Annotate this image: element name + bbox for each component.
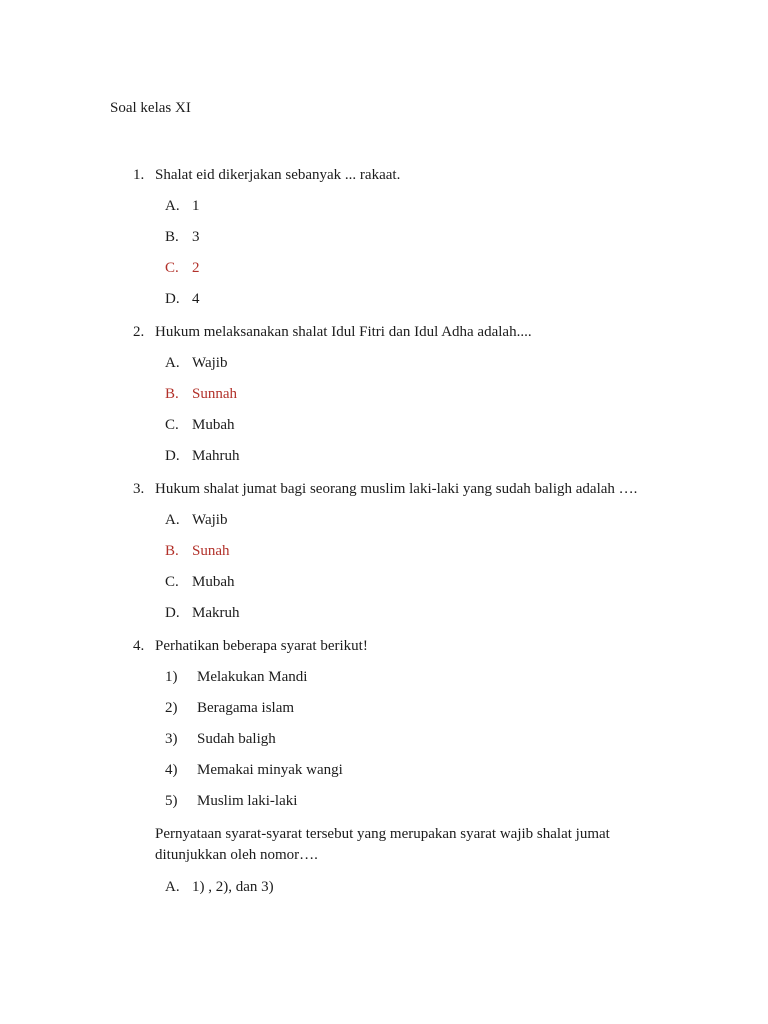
option-text: Wajib <box>192 512 228 528</box>
option-text: Sunnah <box>192 386 237 402</box>
answer-option <box>110 567 708 598</box>
question-text: Hukum melaksanakan shalat Idul Fitri dan Idul Adha adalah.... <box>155 324 532 340</box>
option-text: Wajib <box>192 355 228 371</box>
answer-option-key <box>110 253 708 284</box>
question-number: 1. <box>133 167 145 183</box>
question-line <box>110 631 708 662</box>
option-letter: C. <box>165 260 179 276</box>
question-text: Hukum shalat jumat bagi seorang muslim laki-laki yang sudah baligh adalah …. <box>155 481 638 497</box>
list-marker: 2) <box>165 700 178 716</box>
followup-paragraph: Pernyataan syarat-syarat tersebut yang merupakan syarat wajib shalat jumat ditunjukkan oleh nomor…. <box>155 826 610 863</box>
condition-list-item <box>110 786 708 817</box>
option-letter: A. <box>165 512 180 528</box>
answer-option <box>110 284 708 315</box>
option-text: 2 <box>192 260 200 276</box>
list-text: Beragama islam <box>197 700 295 716</box>
answer-option <box>110 410 708 441</box>
option-text: 4 <box>192 291 200 307</box>
option-letter: D. <box>165 448 180 464</box>
list-text: Sudah baligh <box>197 731 276 747</box>
option-text: Mubah <box>192 417 235 433</box>
question-number: 3. <box>133 481 145 497</box>
list-marker: 5) <box>165 793 178 809</box>
condition-list-item <box>110 755 708 786</box>
question-line <box>110 317 708 348</box>
list-text: Memakai minyak wangi <box>197 762 343 778</box>
question-3 <box>110 474 708 629</box>
question-text: Perhatikan beberapa syarat berikut! <box>155 638 368 654</box>
option-letter: D. <box>165 605 180 621</box>
option-text: Mubah <box>192 574 235 590</box>
list-marker: 3) <box>165 731 178 747</box>
answer-option <box>110 348 708 379</box>
condition-list-item <box>110 662 708 693</box>
option-text: Mahruh <box>192 448 240 464</box>
question-list <box>110 160 708 903</box>
option-letter: D. <box>165 291 180 307</box>
condition-list-item <box>110 724 708 755</box>
list-text: Melakukan Mandi <box>197 669 308 685</box>
list-marker: 1) <box>165 669 178 685</box>
answer-option <box>110 505 708 536</box>
option-letter: A. <box>165 355 180 371</box>
option-letter: C. <box>165 417 179 433</box>
question-line <box>110 474 708 505</box>
option-text: 3 <box>192 229 200 245</box>
question-line <box>110 160 708 191</box>
answer-option <box>110 191 708 222</box>
answer-option <box>110 598 708 629</box>
option-letter: B. <box>165 386 179 402</box>
list-text: Muslim laki-laki <box>197 793 298 809</box>
answer-option <box>110 872 708 903</box>
option-text: 1 <box>192 198 200 214</box>
question-text: Shalat eid dikerjakan sebanyak ... rakaat. <box>155 167 401 183</box>
page-title: Soal kelas XI <box>110 100 191 116</box>
option-letter: B. <box>165 543 179 559</box>
option-text: Makruh <box>192 605 240 621</box>
option-letter: A. <box>165 198 180 214</box>
question-1 <box>110 160 708 315</box>
option-letter: C. <box>165 574 179 590</box>
answer-option <box>110 441 708 472</box>
question-number: 4. <box>133 638 145 654</box>
answer-option <box>110 222 708 253</box>
question-4 <box>110 631 708 903</box>
answer-option-key <box>110 379 708 410</box>
option-letter: B. <box>165 229 179 245</box>
option-text: Sunah <box>192 543 230 559</box>
condition-list-item <box>110 693 708 724</box>
list-marker: 4) <box>165 762 178 778</box>
question-number: 2. <box>133 324 145 340</box>
question-2 <box>110 317 708 472</box>
answer-option-key <box>110 536 708 567</box>
option-text: 1) , 2), dan 3) <box>192 879 274 895</box>
option-letter: A. <box>165 879 180 895</box>
